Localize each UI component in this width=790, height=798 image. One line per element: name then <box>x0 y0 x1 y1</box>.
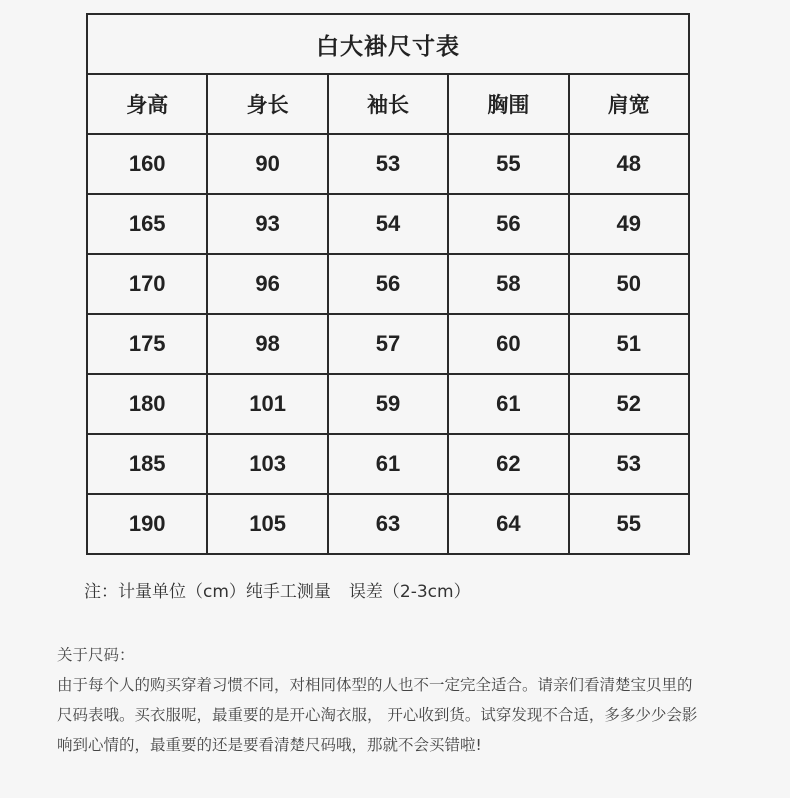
table-cell: 170 <box>87 254 207 314</box>
table-cell: 56 <box>448 194 568 254</box>
table-cell: 49 <box>569 194 689 254</box>
table-cell: 190 <box>87 494 207 554</box>
table-cell: 53 <box>328 134 448 194</box>
size-info-heading: 关于尺码： <box>57 646 135 664</box>
measurement-note <box>84 577 471 602</box>
table-cell: 61 <box>448 374 568 434</box>
table-cell: 52 <box>569 374 689 434</box>
table-cell: 63 <box>328 494 448 554</box>
table-cell: 180 <box>87 374 207 434</box>
table-cell: 56 <box>328 254 448 314</box>
header-chest: 胸围 <box>448 74 568 134</box>
table-cell: 105 <box>207 494 327 554</box>
table-cell: 61 <box>328 434 448 494</box>
size-chart-table <box>86 13 690 555</box>
table-row <box>87 254 689 314</box>
table-cell: 48 <box>569 134 689 194</box>
note-error-text: 误差（2-3cm） <box>348 582 471 602</box>
header-body-length: 身长 <box>207 74 327 134</box>
table-row <box>87 194 689 254</box>
table-row <box>87 134 689 194</box>
table-cell: 98 <box>207 314 327 374</box>
table-cell: 93 <box>207 194 327 254</box>
table-row <box>87 374 689 434</box>
table-row <box>87 434 689 494</box>
table-row <box>87 314 689 374</box>
table-cell: 58 <box>448 254 568 314</box>
table-title-row <box>87 14 689 74</box>
table-cell: 54 <box>328 194 448 254</box>
table-cell: 64 <box>448 494 568 554</box>
table-cell: 51 <box>569 314 689 374</box>
header-sleeve-length: 袖长 <box>328 74 448 134</box>
table-cell: 185 <box>87 434 207 494</box>
table-cell: 55 <box>569 494 689 554</box>
table-cell: 103 <box>207 434 327 494</box>
table-cell: 50 <box>569 254 689 314</box>
table-header-row <box>87 74 689 134</box>
table-cell: 53 <box>569 434 689 494</box>
note-unit-text: 注：计量单位（cm）纯手工测量 <box>84 582 331 602</box>
table-cell: 101 <box>207 374 327 434</box>
table-cell: 60 <box>448 314 568 374</box>
table-cell: 59 <box>328 374 448 434</box>
size-info-line: 尺码表哦。买衣服呢，最重要的是开心淘衣服， 开心收到货。试穿发现不合适，多多少少会影 <box>57 706 698 724</box>
table-cell: 96 <box>207 254 327 314</box>
table-cell: 90 <box>207 134 327 194</box>
table-cell: 175 <box>87 314 207 374</box>
table-row <box>87 494 689 554</box>
table-cell: 160 <box>87 134 207 194</box>
table-cell: 62 <box>448 434 568 494</box>
table-cell: 55 <box>448 134 568 194</box>
size-info-line: 由于每个人的购买穿着习惯不同，对相同体型的人也不一定完全适合。请亲们看清楚宝贝里的 <box>57 676 693 694</box>
table-cell: 57 <box>328 314 448 374</box>
header-height: 身高 <box>87 74 207 134</box>
header-shoulder: 肩宽 <box>569 74 689 134</box>
table-title: 白大褂尺寸表 <box>87 14 689 74</box>
size-info-line: 响到心情的，最重要的还是要看清楚尺码哦，那就不会买错啦! <box>57 736 482 754</box>
size-info-section <box>57 640 757 760</box>
table-cell: 165 <box>87 194 207 254</box>
